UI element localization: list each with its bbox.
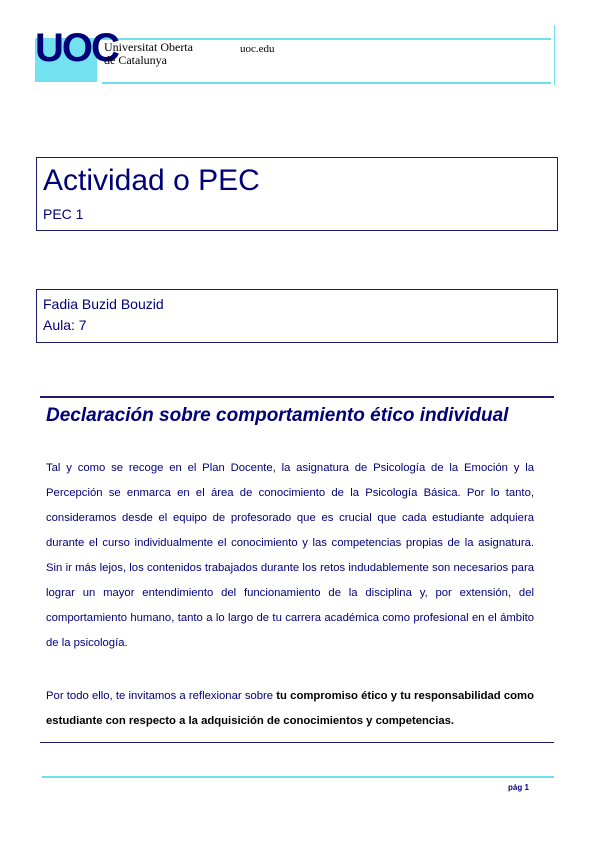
activity-subtitle: PEC 1: [43, 206, 84, 222]
student-name: Fadia Buzid Bouzid: [43, 296, 164, 312]
declaration-paragraph-2-plain: Por todo ello, te invitamos a reflexionar sobre: [46, 690, 277, 702]
declaration-title: Declaración sobre comportamiento ético individual: [46, 405, 509, 426]
page-number: pág 1: [508, 783, 529, 792]
declaration-paragraph-1: Tal y como se recoge en el Plan Docente, la asignatura de Psicología de la Emoción y la Percepción se enmarca en el área de conocimiento de la Psicología Básica. Por lo tanto, consideramos desde el equipo de profesorado que es crucial que cada estudiante adquiera durante el curso individualmente el conocimiento y las competencias propias de la asignatura. Sin ir más lejos, los contenidos trabajados durante los retos indudablemente son necesarios para lograr un mayor entendimiento del funcionamiento de la disciplina y, por extensión, del comportamiento humano, tanto a lo largo de tu carrera académica como profesional en el ámbito de la psicología.: [46, 462, 534, 649]
header-vertical-line: [554, 25, 555, 85]
university-name-line2: de Catalunya: [104, 53, 167, 67]
declaration-top-rule: [40, 396, 554, 398]
student-aula: Aula: 7: [43, 317, 87, 333]
footer-line: [42, 776, 554, 778]
declaration-bottom-rule: [40, 742, 554, 743]
declaration-paragraph-2-bold: tu compromiso ético y tu responsabilidad como estudiante con respecto a la adquisición de conocimientos y competencias.: [46, 690, 535, 727]
activity-title: Actividad o PEC: [43, 164, 260, 197]
activity-box: [36, 157, 558, 231]
university-name: [104, 41, 193, 67]
uoc-logo: UOC: [35, 26, 118, 70]
header-line-bottom: [102, 82, 551, 84]
university-name-line1: Universitat Oberta: [104, 40, 193, 54]
student-box: [36, 289, 558, 343]
declaration-paragraph-2: [46, 684, 534, 734]
uoc-url: uoc.edu: [240, 43, 275, 55]
